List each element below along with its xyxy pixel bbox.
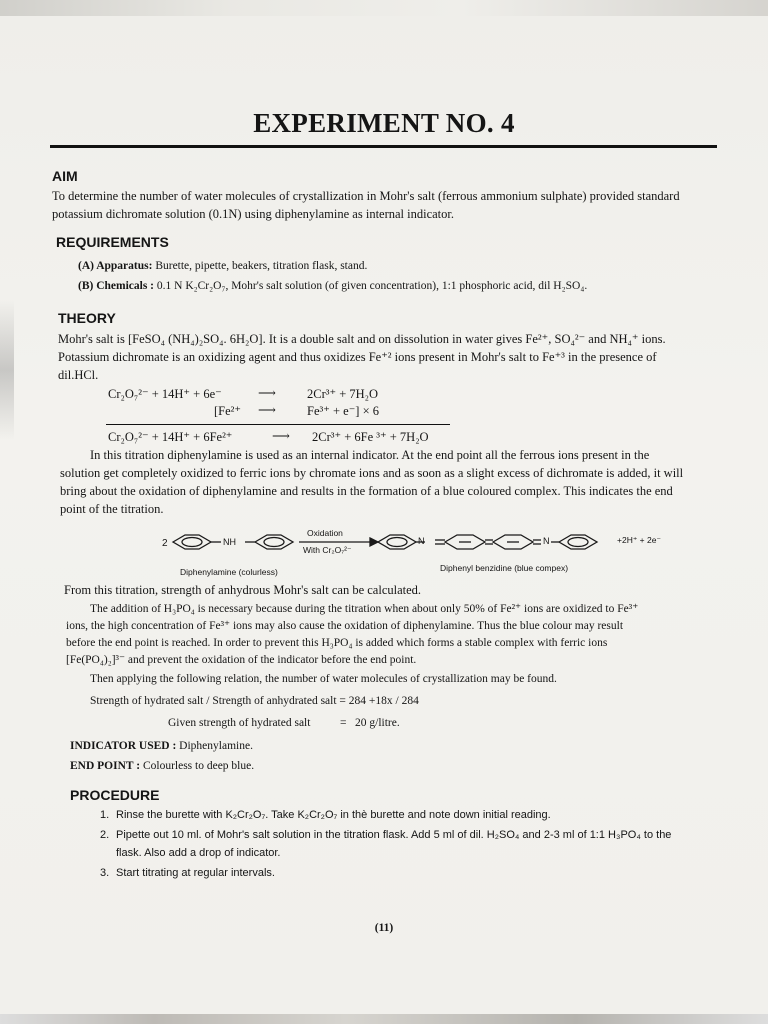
eq3-left: Cr₂O₇²⁻ + 14H⁺ + 6Fe²⁺ [108,430,233,444]
page-title: EXPERIMENT NO. 4 [253,108,515,138]
procedure-step-1: Rinse the burette with K₂Cr₂O₇. Take K₂Cr₂O₇ in thè burette and note down initial reading. [116,809,551,821]
theory-line-3: dil.HCl. [58,368,99,382]
aim-line-1: To determine the number of water molecules of crystallization in Mohr's salt (ferrous ammonium sulphate) provided standard [52,189,680,203]
indicator-value: Diphenylamine. [176,740,253,752]
theory-heading: THEORY [58,310,116,326]
procedure-step-2-line-1: Pipette out 10 ml. of Mohr's salt solution in the titration flask. Add 5 ml of dil. H₂SO₄ and 2-3 ml of 1:1 H₃PO₄ to the [116,829,672,841]
theory-para2-line-2: solution get completely oxidized to ferric ions by chromate ions and as soon as a slight excess of dichromate is added, it will [60,466,684,480]
eq3-arrow: ⟶ [272,429,290,443]
diagram-label-right: Diphenyl benzidine (blue compex) [440,563,569,573]
body-line-1: From this titration, strength of anhydrous Mohr's salt can be calculated. [64,583,422,597]
eq1-arrow: ⟶ [258,386,276,400]
chemicals-label: (B) Chemicals : [78,280,155,292]
diagram-products: +2H⁺ + 2e⁻ [617,535,661,545]
diagram-n-left: N [418,536,425,546]
procedure-step-1-num: 1. [100,809,110,821]
relation-intro: Then applying the following relation, the number of water molecules of crystallization may be found. [90,673,557,685]
theory-para2-line-1: In this titration diphenylamine is used as an internal indicator. At the end point all the ferrous ions present in the [90,448,650,462]
eq1-right: 2Cr³⁺ + 7H₂O [307,387,379,401]
binding-shadow [0,300,14,440]
page-bottom-edge [0,1014,768,1024]
diagram-coefficient: 2 [162,538,168,549]
procedure-step-3: Start titrating at regular intervals. [116,867,275,879]
endpoint-line [70,758,254,774]
indicator-label: INDICATOR USED : [70,740,177,752]
apparatus-text: Burette, pipette, beakers, titration flask, stand. [152,260,368,272]
body-para3-line-2: ions, the high concentration of Fe³⁺ ions may also cause the oxidation of diphenylamine. Thus the blue colour may result [66,620,624,632]
body-para3-line-1: The addition of H₃PO₄ is necessary because during the titration when about only 50% of Fe²⁺ ions are oxidized to Fe³⁺ [90,603,639,615]
given-value: 20 g/litre. [355,717,400,729]
title-rule [50,145,717,148]
eq3-right: 2Cr³⁺ + 6Fe ³⁺ + 7H₂O [312,430,429,444]
given-label: Given strength of hydrated salt [168,717,311,729]
eq2-right: Fe³⁺ + e⁻] × 6 [307,404,380,418]
given-equals: = [340,717,347,729]
body-para3-line-4: [Fe(PO₄)₂]³⁻ and prevent the oxidation of the indicator before the end point. [66,654,417,666]
procedure-step-2-num: 2. [100,829,110,841]
theory-para2-line-4: point of the titration. [60,502,164,516]
chemicals-text: 0.1 N K₂Cr₂O₇, Mohr's salt solution (of given concentration), 1:1 phosphoric acid, dil H₂SO₄. [154,280,588,292]
diagram-arrow-bottom: With Cr₂O₇²⁻ [303,545,352,555]
endpoint-value: Colourless to deep blue. [140,760,255,772]
endpoint-label: END POINT : [70,760,141,772]
page-top-edge [0,0,768,16]
relation-line: Strength of hydrated salt / Strength of anhydrated salt = 284 +18x / 284 [90,695,419,707]
eq2-arrow: ⟶ [258,403,276,417]
body-para3-line-3: before the end point is reached. In order to prevent this H₃PO₄ is added which forms a stable complex with ferric ions [66,637,608,649]
diagram-n-right: N [543,536,550,546]
page-number: (11) [374,922,394,934]
theory-line-2: Potassium dichromate is an oxidizing agent and thus oxidizes Fe⁺² ions present in Mohr's salt to Fe⁺³ in the presence of [58,350,657,364]
theory-para2-line-3: bring about the oxidation of diphenylamine and results in the formation of a blue coloured complex. This indicates the end [60,484,673,498]
diagram-nh: NH [223,537,236,547]
procedure-step-3-num: 3. [100,867,110,879]
aim-line-2: potassium dichromate solution (0.1N) using diphenylamine as internal indicator. [52,207,455,221]
diagram-label-left: Diphenylamine (colurless) [180,567,278,577]
diagram-arrow-top: Oxidation [307,528,343,538]
indicator-line [70,738,253,754]
eq1-left: Cr₂O₇²⁻ + 14H⁺ + 6e⁻ [108,387,222,401]
aim-heading: AIM [52,168,78,184]
equation-sum-rule [106,424,450,425]
procedure-heading: PROCEDURE [70,787,160,803]
eq2-left: [Fe²⁺ [214,404,242,418]
theory-line-1: Mohr's salt is [FeSO₄ (NH₄)₂SO₄. 6H₂O]. It is a double salt and on dissolution in water gives Fe²⁺, SO₄²⁻ and NH₄⁺ ions. [58,332,666,346]
apparatus-label: (A) Apparatus: [78,260,153,272]
requirements-heading: REQUIREMENTS [56,234,169,250]
chemicals-line [78,278,587,294]
apparatus-line [78,258,367,274]
procedure-step-2-line-2: flask. Also add a drop of indicator. [116,847,281,859]
